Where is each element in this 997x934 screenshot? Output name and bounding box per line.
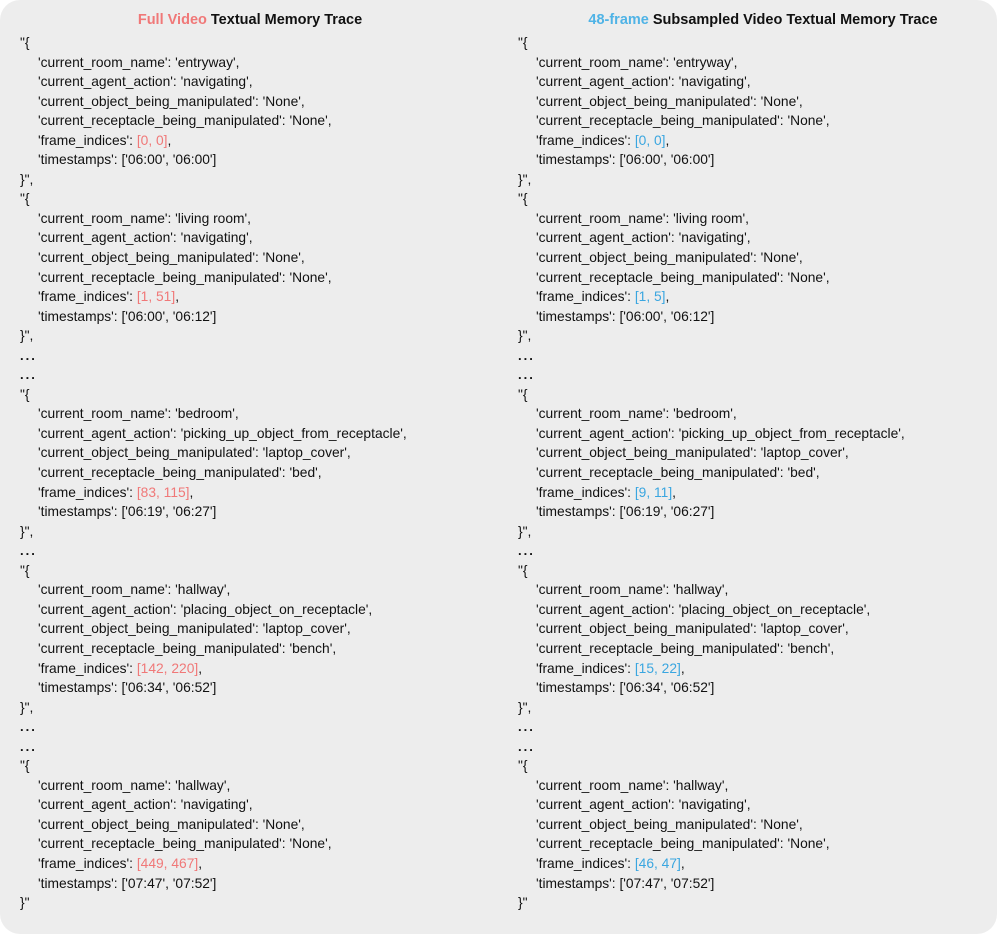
record-open: "{ xyxy=(20,758,30,774)
frame-indices-key: 'frame_indices': xyxy=(38,484,137,500)
trace-field-line: 'current_receptacle_being_manipulated': 'None', xyxy=(38,113,332,129)
record-close: }", xyxy=(518,328,532,344)
frame-indices-line xyxy=(0,287,490,307)
ellipsis-separator: ... xyxy=(518,347,535,363)
frame-indices-key: 'frame_indices': xyxy=(536,132,635,148)
frame-indices-line xyxy=(498,659,988,679)
trace-field-line: 'current_room_name': 'living room', xyxy=(38,210,251,226)
frame-indices-comma: , xyxy=(680,855,685,871)
frame-indices-key: 'frame_indices': xyxy=(536,484,635,500)
frame-indices-key: 'frame_indices': xyxy=(536,660,635,676)
trace-field-line: 'timestamps': ['06:34', '06:52'] xyxy=(536,680,715,696)
record-close: }", xyxy=(518,171,532,187)
trace-field-line: 'current_room_name': 'bedroom', xyxy=(38,406,239,422)
record-open: "{ xyxy=(518,758,528,774)
frame-indices-value: [0, 0] xyxy=(136,132,168,148)
frame-indices-key: 'frame_indices': xyxy=(38,289,137,305)
title-rest: Textual Memory Trace xyxy=(206,12,363,28)
ellipsis-separator: ... xyxy=(20,719,37,735)
trace-field-line: 'current_receptacle_being_manipulated': 'bench', xyxy=(536,640,835,656)
trace-field-line: 'timestamps': ['07:47', '07:52'] xyxy=(38,875,217,891)
ellipsis-separator: ... xyxy=(20,367,37,383)
trace-field-line: 'timestamps': ['07:47', '07:52'] xyxy=(536,875,715,891)
trace-field-line: 'current_agent_action': 'picking_up_object_from_receptacle', xyxy=(536,425,905,441)
title-highlight: 48-frame xyxy=(588,12,649,28)
trace-field-line: 'current_object_being_manipulated': 'None', xyxy=(38,93,305,109)
record-open: "{ xyxy=(20,191,30,207)
ellipsis-separator: ... xyxy=(518,719,535,735)
trace-field-line: 'current_receptacle_being_manipulated': 'None', xyxy=(536,269,830,285)
trace-field-line: 'current_object_being_manipulated': 'laptop_cover', xyxy=(38,445,351,461)
trace-field-line: 'current_receptacle_being_manipulated': 'None', xyxy=(38,269,332,285)
frame-indices-comma: , xyxy=(672,484,677,500)
ellipsis-separator: ... xyxy=(20,738,37,754)
full-video-trace-column xyxy=(0,10,490,913)
frame-indices-value: [9, 11] xyxy=(634,484,673,500)
record-close: }", xyxy=(518,699,532,715)
frame-indices-line xyxy=(498,131,988,151)
frame-indices-value: [142, 220] xyxy=(136,660,199,676)
trace-field-line: 'current_receptacle_being_manipulated': 'None', xyxy=(536,836,830,852)
record-open: "{ xyxy=(518,191,528,207)
trace-field-line: 'current_object_being_manipulated': 'laptop_cover', xyxy=(536,445,849,461)
trace-field-line: 'timestamps': ['06:00', '06:12'] xyxy=(38,308,217,324)
frame-indices-comma: , xyxy=(167,132,172,148)
frame-indices-comma: , xyxy=(665,289,670,305)
frame-indices-key: 'frame_indices': xyxy=(38,132,137,148)
record-open: "{ xyxy=(518,386,528,402)
frame-indices-line xyxy=(498,287,988,307)
subsampled-video-trace-body xyxy=(498,33,988,913)
trace-field-line: 'timestamps': ['06:00', '06:00'] xyxy=(38,152,217,168)
frame-indices-line xyxy=(0,854,490,874)
trace-field-line: 'timestamps': ['06:19', '06:27'] xyxy=(536,504,715,520)
frame-indices-line xyxy=(0,131,490,151)
frame-indices-value: [83, 115] xyxy=(136,484,190,500)
trace-field-line: 'current_object_being_manipulated': 'None', xyxy=(38,250,305,266)
trace-field-line: 'timestamps': ['06:00', '06:12'] xyxy=(536,308,715,324)
trace-field-line: 'current_object_being_manipulated': 'laptop_cover', xyxy=(536,621,849,637)
record-close: }", xyxy=(20,171,34,187)
frame-indices-key: 'frame_indices': xyxy=(536,855,635,871)
frame-indices-line xyxy=(498,854,988,874)
record-open: "{ xyxy=(518,35,528,50)
record-close: }" xyxy=(20,895,30,911)
frame-indices-line xyxy=(498,483,988,503)
frame-indices-key: 'frame_indices': xyxy=(38,855,137,871)
record-open: "{ xyxy=(20,35,30,50)
subsampled-video-trace-title xyxy=(498,10,988,32)
trace-field-line: 'current_agent_action': 'navigating', xyxy=(536,230,751,246)
record-open: "{ xyxy=(518,562,528,578)
trace-field-line: 'current_agent_action': 'navigating', xyxy=(536,74,751,90)
ellipsis-separator: ... xyxy=(20,347,37,363)
record-close: }", xyxy=(20,699,34,715)
trace-field-line: 'current_room_name': 'hallway', xyxy=(38,777,231,793)
frame-indices-line xyxy=(0,483,490,503)
trace-field-line: 'current_receptacle_being_manipulated': 'None', xyxy=(38,836,332,852)
trace-field-line: 'current_receptacle_being_manipulated': 'bed', xyxy=(38,465,322,481)
trace-field-line: 'current_object_being_manipulated': 'laptop_cover', xyxy=(38,621,351,637)
frame-indices-comma: , xyxy=(198,855,203,871)
frame-indices-comma: , xyxy=(680,660,685,676)
trace-field-line: 'current_agent_action': 'navigating', xyxy=(38,230,253,246)
frame-indices-comma: , xyxy=(665,132,670,148)
trace-field-line: 'current_room_name': 'entryway', xyxy=(38,54,240,70)
trace-field-line: 'current_receptacle_being_manipulated': 'bed', xyxy=(536,465,820,481)
trace-field-line: 'current_agent_action': 'navigating', xyxy=(38,74,253,90)
full-video-trace-title xyxy=(0,10,490,32)
trace-field-line: 'current_agent_action': 'navigating', xyxy=(38,797,253,813)
record-close: }" xyxy=(518,895,528,911)
trace-field-line: 'current_receptacle_being_manipulated': 'bench', xyxy=(38,640,337,656)
trace-field-line: 'timestamps': ['06:34', '06:52'] xyxy=(38,680,217,696)
trace-field-line: 'current_agent_action': 'placing_object_on_receptacle', xyxy=(536,601,871,617)
frame-indices-value: [1, 5] xyxy=(634,289,666,305)
ellipsis-separator: ... xyxy=(518,738,535,754)
record-close: }", xyxy=(518,523,532,539)
trace-field-line: 'current_receptacle_being_manipulated': 'None', xyxy=(536,113,830,129)
trace-field-line: 'current_object_being_manipulated': 'None', xyxy=(38,816,305,832)
frame-indices-value: [46, 47] xyxy=(634,855,681,871)
trace-field-line: 'current_agent_action': 'picking_up_object_from_receptacle', xyxy=(38,425,407,441)
trace-field-line: 'current_object_being_manipulated': 'None', xyxy=(536,250,803,266)
record-open: "{ xyxy=(20,562,30,578)
frame-indices-line xyxy=(0,659,490,679)
trace-field-line: 'current_agent_action': 'navigating', xyxy=(536,797,751,813)
trace-field-line: 'current_room_name': 'hallway', xyxy=(38,582,231,598)
record-open: "{ xyxy=(20,386,30,402)
frame-indices-value: [1, 51] xyxy=(136,289,176,305)
trace-field-line: 'current_room_name': 'living room', xyxy=(536,210,749,226)
trace-field-line: 'current_agent_action': 'placing_object_on_receptacle', xyxy=(38,601,373,617)
record-close: }", xyxy=(20,328,34,344)
full-video-trace-body xyxy=(0,33,490,913)
subsampled-video-trace-column xyxy=(498,10,988,913)
trace-field-line: 'timestamps': ['06:00', '06:00'] xyxy=(536,152,715,168)
ellipsis-separator: ... xyxy=(518,367,535,383)
frame-indices-comma: , xyxy=(198,660,203,676)
record-close: }", xyxy=(20,523,34,539)
frame-indices-value: [449, 467] xyxy=(136,855,199,871)
title-highlight: Full Video xyxy=(137,12,207,28)
trace-field-line: 'timestamps': ['06:19', '06:27'] xyxy=(38,504,217,520)
trace-field-line: 'current_object_being_manipulated': 'None', xyxy=(536,93,803,109)
ellipsis-separator: ... xyxy=(20,543,37,559)
frame-indices-value: [0, 0] xyxy=(634,132,666,148)
frame-indices-comma: , xyxy=(175,289,180,305)
trace-field-line: 'current_room_name': 'hallway', xyxy=(536,777,729,793)
frame-indices-value: [15, 22] xyxy=(634,660,681,676)
ellipsis-separator: ... xyxy=(518,543,535,559)
frame-indices-key: 'frame_indices': xyxy=(38,660,137,676)
trace-field-line: 'current_room_name': 'bedroom', xyxy=(536,406,737,422)
trace-field-line: 'current_object_being_manipulated': 'None', xyxy=(536,816,803,832)
trace-field-line: 'current_room_name': 'entryway', xyxy=(536,54,738,70)
trace-field-line: 'current_room_name': 'hallway', xyxy=(536,582,729,598)
frame-indices-key: 'frame_indices': xyxy=(536,289,635,305)
title-rest: Subsampled Video Textual Memory Trace xyxy=(648,12,938,28)
frame-indices-comma: , xyxy=(189,484,194,500)
